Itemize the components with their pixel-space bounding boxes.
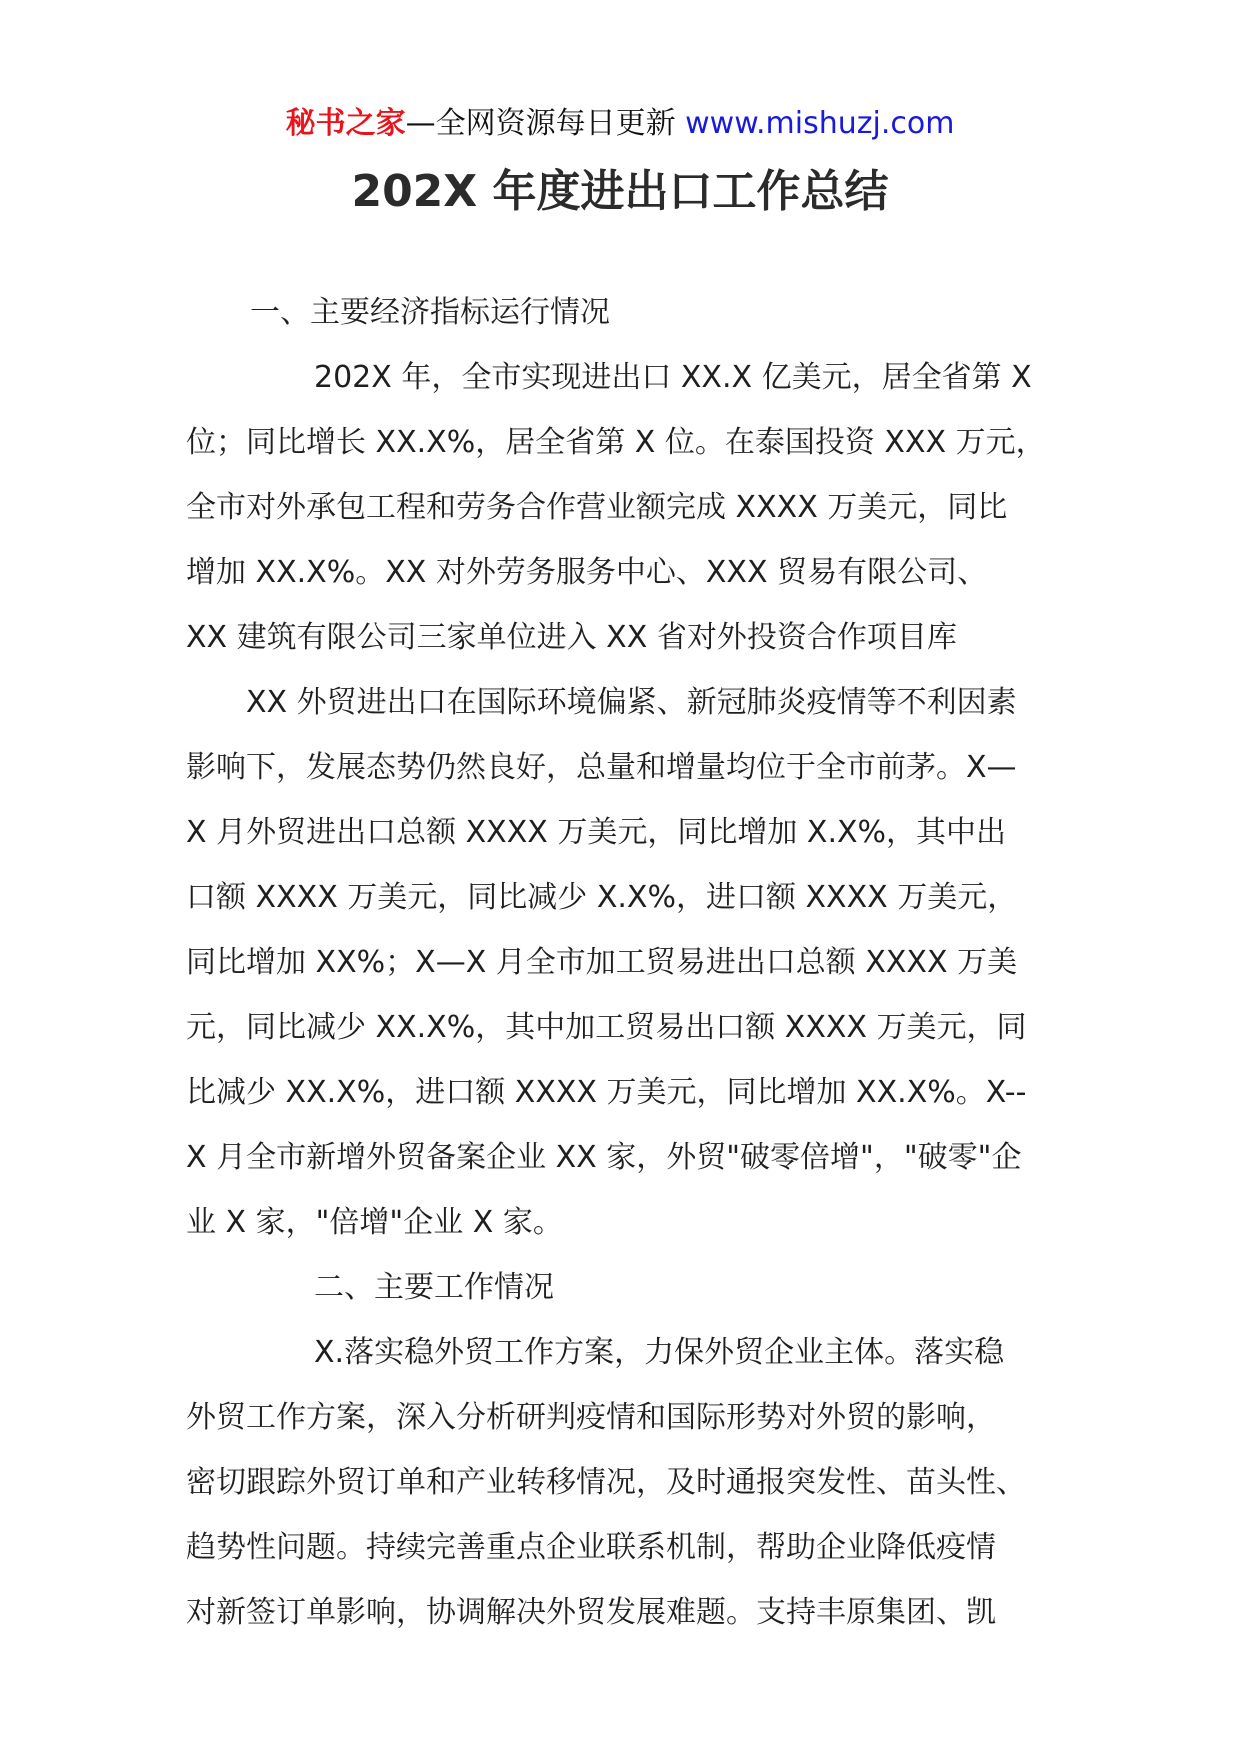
paragraph-line: 对新签订单影响，协调解决外贸发展难题。支持丰原集团、凯	[186, 1595, 996, 1630]
paragraph-line: XX 外贸进出口在国际环境偏紧、新冠肺炎疫情等不利因素	[246, 685, 1017, 720]
section-heading-1: 一、主要经济指标运行情况	[250, 295, 610, 330]
header-tagline: —全网资源每日更新	[405, 106, 676, 141]
paragraph-line: 位；同比增长 XX.X%，居全省第 X 位。在泰国投资 XXX 万元，	[186, 425, 1046, 460]
paragraph-line: 增加 XX.X%。XX 对外劳务服务中心、XXX 贸易有限公司、	[186, 555, 988, 590]
paragraph-line: 业 X 家，"倍增"企业 X 家。	[186, 1205, 563, 1240]
paragraph-line: X.落实稳外贸工作方案，力保外贸企业主体。落实稳	[314, 1335, 1005, 1370]
paragraph-line: 202X 年，全市实现进出口 XX.X 亿美元，居全省第 X	[314, 360, 1032, 395]
section-heading-2: 二、主要工作情况	[314, 1270, 554, 1305]
document-body	[186, 280, 1062, 1645]
paragraph-line: 全市对外承包工程和劳务合作营业额完成 XXXX 万美元，同比	[186, 490, 1008, 525]
document-title: 202X 年度进出口工作总结	[351, 166, 889, 217]
paragraph-line: 同比增加 XX%；X—X 月全市加工贸易进出口总额 XXXX 万美	[186, 945, 1018, 980]
paragraph-line: 口额 XXXX 万美元，同比减少 X.X%，进口额 XXXX 万美元，	[186, 880, 1018, 915]
paragraph-line: X 月全市新增外贸备案企业 XX 家，外贸"破零倍增"，"破零"企	[186, 1140, 1022, 1175]
site-header	[0, 102, 1240, 146]
site-url-link[interactable]: www.mishuzj.com	[685, 106, 955, 141]
paragraph-line: 比减少 XX.X%，进口额 XXXX 万美元，同比增加 XX.X%。X--	[186, 1075, 1027, 1110]
paragraph-line: X 月外贸进出口总额 XXXX 万美元，同比增加 X.X%，其中出	[186, 815, 1007, 850]
paragraph-line: 趋势性问题。持续完善重点企业联系机制，帮助企业降低疫情	[186, 1530, 996, 1565]
paragraph-line: XX 建筑有限公司三家单位进入 XX 省对外投资合作项目库	[186, 620, 957, 655]
brand-name: 秘书之家	[285, 106, 406, 141]
paragraph-line: 外贸工作方案，深入分析研判疫情和国际形势对外贸的影响，	[186, 1400, 996, 1435]
paragraph-line: 影响下，发展态势仍然良好，总量和增量均位于全市前茅。X—	[186, 750, 1017, 785]
paragraph-line: 元，同比减少 XX.X%，其中加工贸易出口额 XXXX 万美元，同	[186, 1010, 1027, 1045]
paragraph-line: 密切跟踪外贸订单和产业转移情况，及时通报突发性、苗头性、	[186, 1465, 1026, 1500]
